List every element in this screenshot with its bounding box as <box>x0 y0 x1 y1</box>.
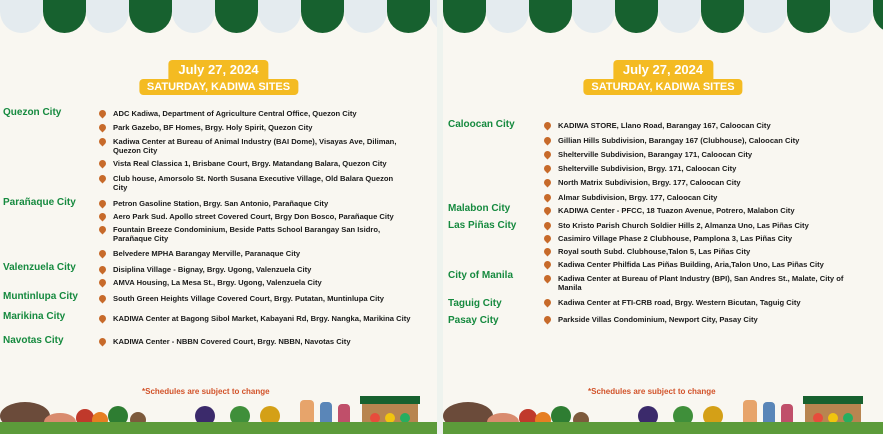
location-pin-icon <box>99 250 106 259</box>
location-pin-icon <box>99 226 106 235</box>
location-pin-icon <box>99 200 106 209</box>
site-entry: Park Gazebo, BF Homes, Brgy. Holy Spirit, Quezon City <box>113 123 313 132</box>
location-pin-icon <box>544 316 551 325</box>
city-label: Valenzuela City <box>3 262 76 273</box>
city-label: City of Manila <box>448 270 514 281</box>
location-pin-icon <box>99 295 106 304</box>
site-entry: Kadiwa Center at FTI-CRB road, Brgy. Western Bicutan, Taguig City <box>558 298 801 307</box>
city-label: Las Piñas City <box>448 220 517 231</box>
site-entry: South Green Heights Village Covered Court, Brgy. Putatan, Muntinlupa City <box>113 294 385 303</box>
city-label: Taguig City <box>448 298 502 309</box>
site-entry: North Matrix Subdivision, Brgy. 177, Caloocan City <box>558 178 741 187</box>
location-pin-icon <box>99 175 106 184</box>
site-entry: Disiplina Village - Bignay, Brgy. Ugong, Valenzuela City <box>113 265 312 274</box>
location-pin-icon <box>99 160 106 169</box>
location-pin-icon <box>99 138 106 147</box>
city-label: Malabon City <box>448 203 511 214</box>
city-label: Pasay City <box>448 315 499 326</box>
site-entry: KADIWA STORE, Llano Road, Barangay 167, Caloocan City <box>558 121 771 130</box>
schedule-note: *Schedules are subject to change <box>142 387 270 396</box>
city-label: Navotas City <box>3 335 64 346</box>
city-label: Marikina City <box>3 311 66 322</box>
location-pin-icon <box>544 261 551 270</box>
site-entry: ADC Kadiwa, Department of Agriculture Central Office, Quezon City <box>113 109 357 118</box>
location-pin-icon <box>544 122 551 131</box>
site-entry: KADIWA Center - NBBN Covered Court, Brgy. NBBN, Navotas City <box>113 337 351 346</box>
location-pin-icon <box>99 315 106 324</box>
market-illustration <box>0 386 437 434</box>
site-entry: Petron Gasoline Station, Brgy. San Antonio, Parañaque City <box>113 199 329 208</box>
site-entry: Shelterville Subdivision, Brgy. 171, Caloocan City <box>558 164 737 173</box>
site-entry: Kadiwa Center at Bureau of Animal Industry (BAI Dome), Visayas Ave, Diliman, Quezon City <box>113 137 397 155</box>
location-pin-icon <box>544 222 551 231</box>
market-illustration <box>443 386 883 434</box>
location-pin-icon <box>99 124 106 133</box>
location-pin-icon <box>99 266 106 275</box>
site-entry: Casimiro Village Phase 2 Clubhouse, Pamplona 3, Las Piñas City <box>558 234 793 243</box>
city-label: Caloocan City <box>448 119 515 130</box>
site-entry: KADIWA Center - PFCC, 18 Tuazon Avenue, Potrero, Malabon City <box>558 206 795 215</box>
location-pin-icon <box>544 137 551 146</box>
right-schedule-panel <box>443 0 883 434</box>
location-pin-icon <box>544 194 551 203</box>
awning <box>0 0 437 33</box>
site-entry: Club house, Amorsolo St. North Susana Executive Village, Old Balara Quezon City <box>113 174 394 192</box>
location-pin-icon <box>99 338 106 347</box>
site-entry: Vista Real Classica 1, Brisbane Court, Brgy. Matandang Balara, Quezon City <box>113 159 387 168</box>
left-schedule-panel <box>0 0 437 434</box>
city-label: Quezon City <box>3 107 62 118</box>
subtitle-label: SATURDAY, KADIWA SITES <box>583 79 742 95</box>
date-header <box>139 60 298 95</box>
site-entry: Fountain Breeze Condominium, Beside Patts School Barangay San Isidro, Parañaque City <box>113 225 381 243</box>
location-pin-icon <box>544 207 551 216</box>
site-entry: Shelterville Subdivision, Barangay 171, Caloocan City <box>558 150 753 159</box>
site-entry: Parkside Villas Condominium, Newport City, Pasay City <box>558 315 758 324</box>
location-pin-icon <box>99 110 106 119</box>
location-pin-icon <box>544 235 551 244</box>
site-entry: Aero Park Sud. Apollo street Covered Court, Brgy Don Bosco, Parañaque City <box>113 212 394 221</box>
date-label: July 27, 2024 <box>168 60 268 79</box>
site-entry: Gillian Hills Subdivision, Barangay 167 (Clubhouse), Caloocan City <box>558 136 800 145</box>
location-pin-icon <box>544 275 551 284</box>
city-label: Parañaque City <box>3 197 76 208</box>
location-pin-icon <box>99 279 106 288</box>
location-pin-icon <box>544 248 551 257</box>
awning <box>443 0 883 33</box>
site-entry: AMVA Housing, La Mesa St., Brgy. Ugong, Valenzuela City <box>113 278 322 287</box>
schedule-note: *Schedules are subject to change <box>588 387 716 396</box>
site-entry: KADIWA Center at Bagong Sibol Market, Kabayani Rd, Brgy. Nangka, Marikina City <box>113 314 411 323</box>
subtitle-label: SATURDAY, KADIWA SITES <box>139 79 298 95</box>
location-pin-icon <box>99 213 106 222</box>
city-label: Muntinlupa City <box>3 291 78 302</box>
site-entry: Belvedere MPHA Barangay Merville, Paranaque City <box>113 249 301 258</box>
date-header <box>583 60 742 95</box>
site-entry: Almar Subdivision, Brgy. 177, Caloocan City <box>558 193 718 202</box>
site-entry: Kadiwa Center at Bureau of Plant Industry (BPI), San Andres St., Malate, City of Manila <box>558 274 844 292</box>
date-label: July 27, 2024 <box>613 60 713 79</box>
location-pin-icon <box>544 165 551 174</box>
location-pin-icon <box>544 179 551 188</box>
site-entry: Kadiwa Center Philfida Las Piñas Building, Aria,Talon Uno, Las Piñas City <box>558 260 824 269</box>
location-pin-icon <box>544 299 551 308</box>
site-entry: Sto Kristo Parish Church Soldier Hills 2, Almanza Uno, Las Piñas City <box>558 221 809 230</box>
site-entry: Royal south Subd. Clubhouse,Talon 5, Las Piñas City <box>558 247 751 256</box>
location-pin-icon <box>544 151 551 160</box>
